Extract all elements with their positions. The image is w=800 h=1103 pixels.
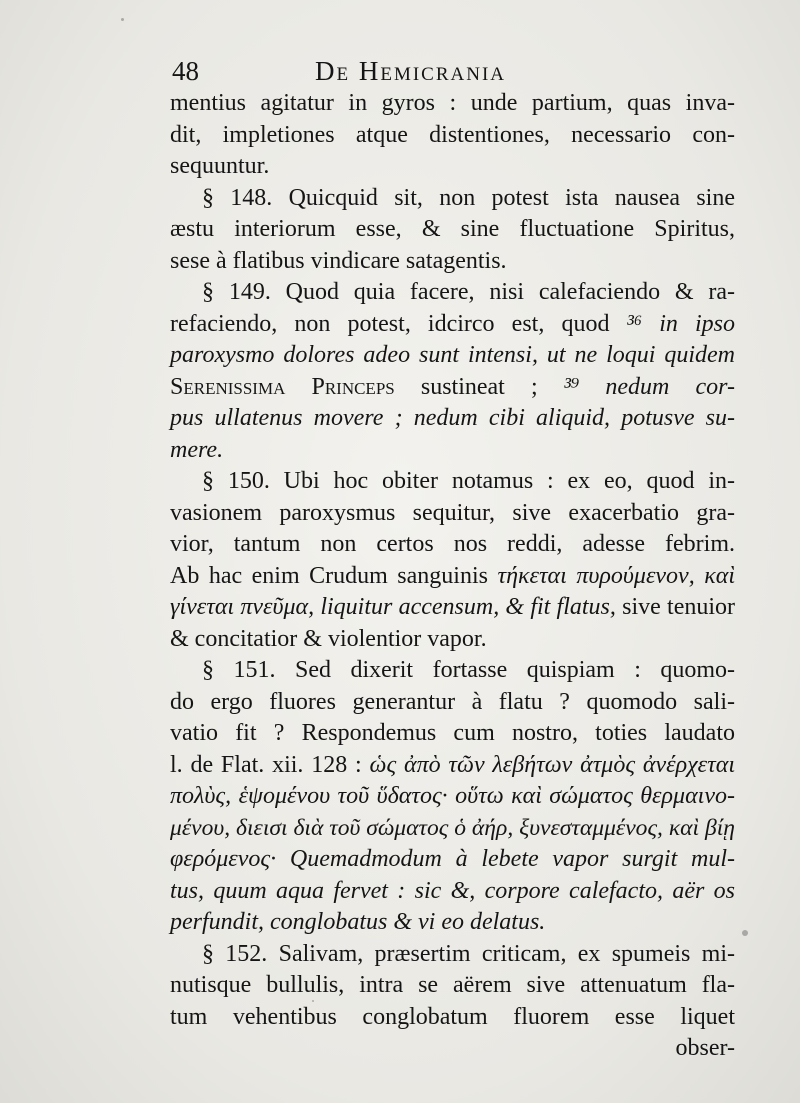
text-line — [170, 718, 735, 750]
italic-text: τήκεται πυρούμενον, καὶ — [497, 562, 735, 589]
roman-text: § 151. Sed dixerit fortasse quispiam : quomo- — [202, 657, 735, 683]
roman-text: sequuntur. — [170, 153, 270, 179]
text-line — [170, 592, 735, 624]
roman-text: mentius agitatur in gyros : unde partium, quas inva- — [170, 90, 735, 116]
italic-text: ³⁶ in ipso — [626, 310, 735, 337]
text-line — [170, 907, 735, 939]
text-line — [170, 340, 735, 372]
catchword: obser- — [675, 1035, 735, 1061]
italic-text: paroxysmo dolores adeo sunt intensi, ut ne loqui quidem — [170, 342, 735, 368]
italic-text: mere. — [170, 436, 224, 463]
italic-text: ὡς ἀπὸ τῶν λεβήτων ἀτμὸς ἀνέρχεται — [369, 751, 735, 778]
roman-text: sese à flatibus vindicare satagentis. — [170, 247, 507, 274]
text-line — [170, 151, 735, 183]
text-line — [170, 844, 735, 876]
paper-speck — [121, 18, 124, 21]
roman-text: dit, impletiones atque distentiones, necessario con- — [170, 121, 735, 148]
text-line — [170, 876, 735, 908]
text-line — [170, 277, 735, 309]
page-number: 48 — [172, 56, 199, 86]
text-line — [170, 466, 735, 498]
text-line — [170, 88, 735, 120]
roman-text: nutisque bullulis, intra se aërem sive attenuatum fla- — [170, 972, 735, 998]
roman-text: vatio fit ? Respondemus cum nostro, toties laudato — [170, 720, 735, 746]
text-line — [170, 529, 735, 561]
text-line — [170, 813, 735, 845]
text-line — [170, 561, 735, 593]
roman-text: do ergo fluores generantur à flatu ? quomodo sali- — [170, 688, 735, 715]
roman-text: sustineat ; — [394, 373, 564, 400]
italic-text: φερόμενος· Quemadmodum à lebete vapor surgit mul- — [170, 846, 735, 872]
text-line — [170, 781, 735, 813]
text-line — [170, 246, 735, 278]
text-line — [170, 403, 735, 435]
text-line — [170, 183, 735, 215]
small-caps-text: Serenissima Princeps — [170, 373, 395, 400]
running-title: De Hemicrania — [315, 56, 507, 86]
text-line — [170, 750, 735, 782]
text-line — [170, 655, 735, 687]
text-line — [170, 372, 735, 404]
paper-speck — [742, 930, 748, 936]
roman-text: sive tenuior — [615, 594, 735, 620]
text-line — [170, 624, 735, 656]
italic-text: μένου, διεισι διὰ τοῦ σώματος ὁ ἀήρ, ξυνεσταμμένος, καὶ βίῃ — [170, 814, 735, 841]
italic-text: γίνεται πνεῦμα, liquitur accensum, & fit flatus, — [170, 594, 616, 620]
text-line — [170, 435, 735, 467]
roman-text: vior, tantum non certos nos reddi, adesse febrim. — [170, 531, 735, 557]
text-line — [170, 214, 735, 246]
roman-text: § 148. Quicquid sit, non potest ista nausea sine — [202, 184, 735, 211]
body-text — [170, 88, 735, 1065]
text-line — [170, 309, 735, 341]
page-header — [170, 56, 735, 92]
text-line — [170, 970, 735, 1002]
italic-text: ³⁹ nedum cor- — [563, 373, 735, 400]
roman-text: tum vehentibus conglobatum fluorem esse liquet — [170, 1003, 735, 1030]
italic-text: tus, quum aqua fervet : sic &, corpore calefacto, aër os — [170, 877, 735, 904]
roman-text: Ab hac enim Crudum sanguinis — [170, 562, 498, 589]
text-line — [170, 939, 735, 971]
italic-text: perfundit, conglobatus & vi eo delatus. — [170, 909, 546, 935]
italic-text: pus ullatenus movere ; nedum cibi aliquid, potusve su- — [170, 405, 735, 431]
roman-text: & concitatior & violentior vapor. — [170, 625, 487, 652]
roman-text: § 149. Quod quia facere, nisi calefaciendo & ra- — [202, 279, 735, 305]
roman-text: l. de Flat. xii. 128 : — [170, 751, 370, 778]
text-line — [170, 498, 735, 530]
roman-text: § 150. Ubi hoc obiter notamus : ex eo, quod in- — [202, 468, 735, 494]
text-line — [170, 120, 735, 152]
roman-text: vasionem paroxysmus sequitur, sive exacerbatio gra- — [170, 499, 735, 526]
roman-text: § 152. Salivam, præsertim criticam, ex spumeis mi- — [202, 940, 735, 967]
text-line — [170, 687, 735, 719]
roman-text: refaciendo, non potest, idcirco est, quod — [170, 310, 627, 337]
paper-speck — [312, 1000, 314, 1002]
roman-text: æstu interiorum esse, & sine fluctuatione Spiritus, — [170, 216, 735, 242]
text-line — [170, 1002, 735, 1034]
italic-text: πολὺς, ἑψομένου τοῦ ὕδατος· οὕτω καὶ σώματος θερμαινο- — [170, 783, 735, 809]
